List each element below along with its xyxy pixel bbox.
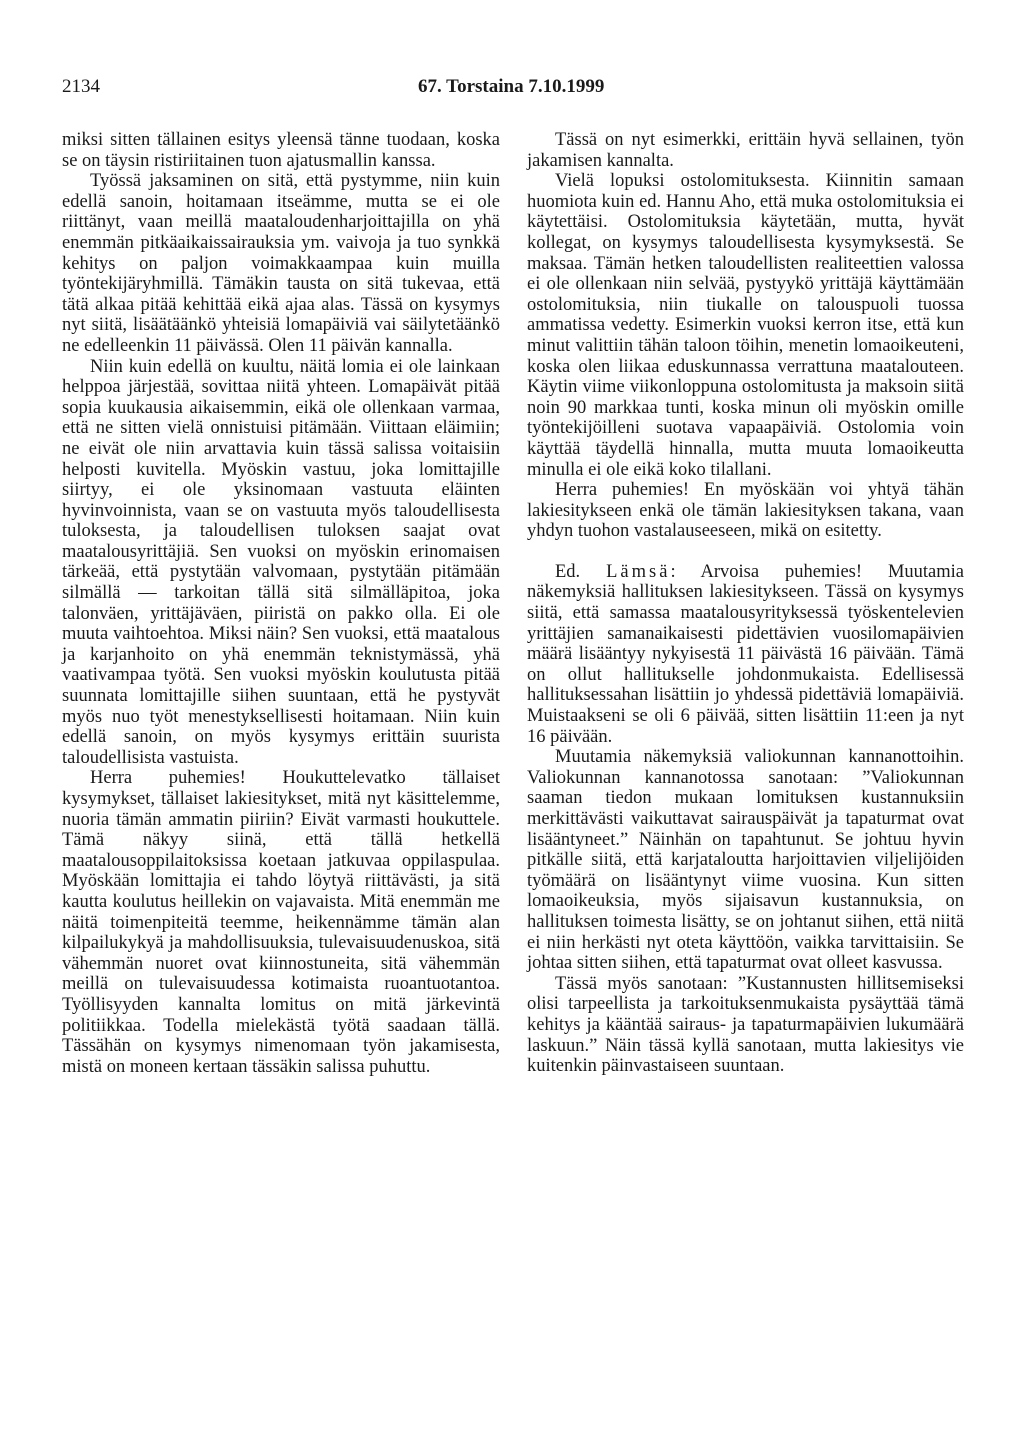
paragraph: Tässä on nyt esimerkki, erittäin hyvä sellainen, työn jakamisen kannalta.	[527, 130, 964, 171]
paragraph: miksi sitten tällainen esitys yleensä tänne tuodaan, koska se on täysin ristiriitainen tuon ajatusmallin kanssa.	[62, 130, 500, 171]
paragraph: Muutamia näkemyksiä valiokunnan kannanottoihin. Valiokunnan kannanotossa sanotaan: ”Valiokunnan saaman tiedon mukaan lomituksen kustannuksiin merkittävästi vaikuttavat sairauspäivät ja tapaturmat ovat lisääntyneet.” Näinhän on tapahtunut. Se johtuu hyvin pitkälle siitä, että karjataloutta harjoittavien viljelijöiden työmäärä on lisääntynyt viime vuosina. Kun sitten lomaoikeuksia, myös sijaisavun kustannuksia, on hallituksen toimesta lisätty, se on johtanut siihen, että niitä ei niin herkästi nyt oteta käyttöön, vaikka tarvittaisiin. Se johtaa sitten siihen, että tapaturmat ovat olleet kasvussa.	[527, 747, 964, 974]
left-column	[62, 130, 500, 1077]
paragraph: Työssä jaksaminen on sitä, että pystymme, niin kuin edellä sanoin, hoitamaan itseämme, mutta se ei ole riittänyt, vaan meillä maataloudenharjoittajilla on yhä enemmän pitkäaikaissairauksia ym. vaivoja ja tuo synkkä kehitys on paljon voimakkaampaa kuin muilla työntekijäryhmillä. Tämäkin tausta on sitä tukevaa, että tätä alkaa pitää kehittää eikä ajaa alas. Tässä on kysymys nyt siitä, lisäätäänkö yhteisiä lomapäiviä vai säilytetäänkö ne edelleenkin 11 päivässä. Olen 11 päivän kannalla.	[62, 171, 500, 356]
right-column	[527, 130, 964, 1077]
page-number: 2134	[62, 76, 100, 97]
paragraph: Herra puhemies! En myöskään voi yhtyä tähän lakiesitykseen enkä ole tämän lakiesityksen takana, vaan yhdyn tuohon vastalauseeseen, mikä on esitetty.	[527, 480, 964, 542]
speech-prefix: Ed.	[555, 561, 581, 582]
speech-text: : Arvoisa puhemies! Muutamia näkemyksiä hallituksen lakiesitykseen. Tässä on kysymys siitä, että samassa maatalousyrityksessä työskentelevien yrittäjien samanaikaisesti pidettävien vuosilomapäivien määrä lisääntyy nykyisestä 11 päivästä 16 päivään. Tämä on ollut hallitukselle johdonmukaista. Edellisessä hallituksessahan lisättiin jo yhdessä pidettäviä lomapäiviä. Muistaakseni se oli 6 päivää, sitten lisättiin 11:een ja nyt 16 päivään.	[527, 561, 965, 747]
page-header	[62, 76, 964, 102]
speech-opening	[527, 562, 964, 747]
paragraph: Vielä lopuksi ostolomituksesta. Kiinnitin samaan huomiota kuin ed. Hannu Aho, että muka ostolomituksia ei käytettäisi. Ostolomituksia käytetään, mutta, hyvät kollegat, on kysymys taloudellisesta kysymyksestä. Se maksaa. Tämän hetken taloudellisten realiteettien valossa ei ole ollenkaan niin selvää, pystyykö yrittäjä käyttämään ostolomituksia, niin tiukalle on talouspuoli tuossa ammatissa vedetty. Esimerkin vuoksi kerron itse, että kun minut valittiin tähän taloon töihin, menetin lomaoikeuteni, koska olen liikaa eduskunnassa verrattuna maatalouteen. Käytin viime viikonloppuna ostolomitusta ja maksoin siitä noin 90 markkaa tunti, koska minun oli myöskin omille työntekijöilleni suotava vapaapäiviä. Ostolomia voin käyttää täydellä hinnalla, mutta muuta lomaoikeutta minulla ei ole eikä koko tilallani.	[527, 171, 964, 480]
paragraph: Tässä myös sanotaan: ”Kustannusten hillitsemiseksi olisi tarpeellista ja tarkoituksenmukaista pysäyttää tämä kehitys ja kääntää sairaus- ja tapaturmapäivien lukumäärä laskuun.” Näin tässä kyllä sanotaan, mutta lakiesitys vie kuitenkin päinvastaiseen suuntaan.	[527, 973, 964, 1077]
paragraph: Herra puhemies! Houkuttelevatko tällaiset kysymykset, tällaiset lakiesitykset, mitä nyt käsittelemme, nuoria tämän ammatin piiriin? Eivät varmasti houkuttele. Tämä näkyy siinä, että tällä hetkellä maatalousoppilaitoksissa koetaan jatkuvaa oppilaspulaa. Myöskään lomittajia ei tahdo löytyä riittävästi, ja sitä kautta koulutus heillekin on vajavaista. Mitä enemmän me näitä toimenpiteitä teemme, heikennämme tämän alan kilpailukykyä ja mahdollisuuksia, tulevaisuudenuskoa, sitä vähemmän nuoret ovat kiinnostuneita, sitä vähemmän meillä on tulevaisuudessa kotimaista ruoantuotantoa. Työllisyyden kannalta lomitus on mitä järkevintä politiikkaa. Todella mielekästä työtä saadaan tällä. Tässähän on kysymys nimenomaan työn jakamisesta, mistä on moneen kertaan tässäkin salissa puhuttu.	[62, 768, 500, 1077]
paragraph: Niin kuin edellä on kuultu, näitä lomia ei ole lainkaan helppoa järjestää, sovittaa niitä yhteen. Lomapäivät pitää sopia kuukausia aikaisemmin, eikä ole ollenkaan varmaa, että ne sitten vielä onnistuisi pitämään. Viittaan eläimiin; ne eivät ole niin arvattavia kuin tässä salissa voitaisiin helposti kuvitella. Myöskin vastuu, joka lomittajille siirtyy, ei ole yksinomaan vastuuta eläinten hyvinvoinnista, vaan se on vastuuta myös taloudellisesta tuloksesta, ja taloudellisen tuloksen saajat ovat maatalousyrittäjiä. Sen vuoksi on myöskin erinomaisen tärkeää, että pystytään valvomaan, pystytään pitämään silmällä — tarkoitan tällä sitä silmälläpitoa, joka talonväen, yrittäjäväen, piiristä on pakko olla. Ei ole muuta vaihtoehtoa. Miksi näin? Sen vuoksi, että maatalous ja karjanhoito on yhä enemmän teknistymässä, yhä vaativampaa työtä. Sen vuoksi myöskin koulutusta pitää suunnata lomittajille siihen suuntaan, että he pystyvät myös nuo työt menestyksellisesti hoitamaan. Niin kuin edellä sanoin, on myös kysymys erittäin suurista taloudellisista vastuista.	[62, 356, 500, 768]
speaker-name: Lämsä	[606, 561, 671, 582]
session-title: 67. Torstaina 7.10.1999	[418, 76, 605, 97]
